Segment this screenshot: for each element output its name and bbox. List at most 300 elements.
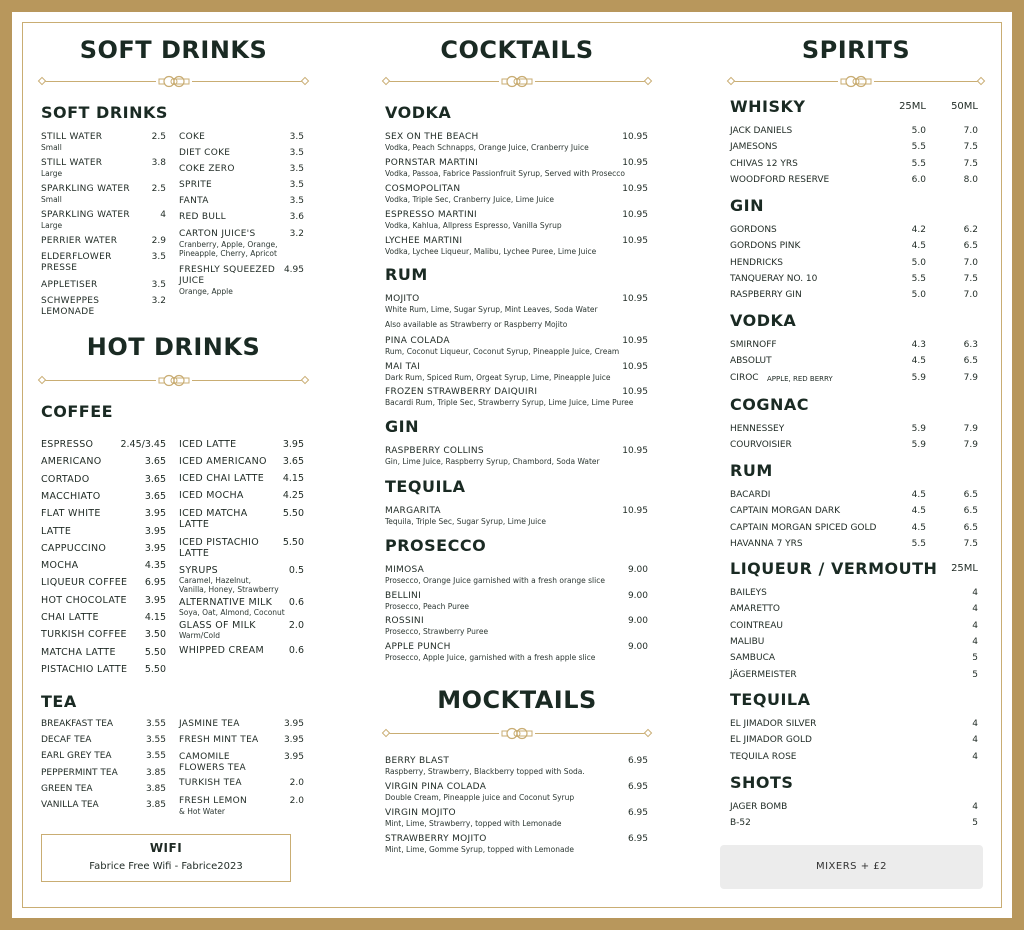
coffee-item-price: 3.65 — [144, 456, 166, 468]
spirit-item-name: COURVOISIER — [730, 440, 792, 451]
item-description: Small — [41, 195, 62, 204]
item-name: MAI TAI — [385, 362, 421, 372]
liqueur-item-name: MALIBU — [730, 636, 765, 647]
spirit-price-25ml: 5.5 — [911, 142, 926, 153]
coffee-item-name: MOCHA — [41, 560, 79, 572]
item-price: 2.9 — [151, 236, 166, 246]
spirits-divider — [730, 75, 982, 89]
liqueur-item-price: 4 — [972, 636, 978, 647]
coffee-item-name: CHAI LATTE — [41, 612, 99, 623]
item-name: RASPBERRY COLLINS — [385, 446, 484, 456]
item-name: FROZEN STRAWBERRY DAIQUIRI — [385, 387, 538, 397]
item-description: Prosecco, Peach Puree — [385, 602, 470, 611]
item-price: 3.5 — [289, 180, 304, 190]
spirit-item-name: GORDONS PINK — [730, 241, 801, 252]
soft-drinks-section-title: SOFT DRINKS — [41, 103, 168, 122]
item-price: 10.95 — [622, 387, 648, 397]
coffee-item-price: 5.50 — [282, 537, 304, 548]
coffee-item-name: HOT CHOCOLATE — [41, 594, 127, 606]
tequila-item-price: 4 — [972, 735, 978, 746]
mocktail-item — [385, 808, 625, 828]
cocktail-item — [385, 565, 625, 585]
shots-item-name: JAGER BOMB — [730, 802, 788, 812]
item-name: SCHWEPPES LEMONADE — [41, 296, 100, 317]
item-price: 3.5 — [151, 252, 166, 262]
spirit-item-name: JAMESONS — [730, 142, 778, 153]
spirit-section-title: VODKA — [730, 311, 797, 330]
item-description: Orange, Apple — [179, 287, 233, 296]
item-name: VIRGIN PINA COLADA — [385, 782, 487, 792]
item-name: ICED PISTACHIO LATTE — [179, 537, 259, 559]
coffee-item-price: 0.6 — [288, 597, 304, 608]
tea-item-price: 3.55 — [145, 719, 166, 729]
item-name: SEX ON THE BEACH — [385, 132, 479, 142]
cocktail-item — [385, 387, 634, 407]
spirit-price-25ml: 4.5 — [911, 506, 926, 517]
item-description: Large — [41, 221, 63, 230]
spirit-price-50ml: 7.5 — [963, 273, 978, 284]
spirits-heading: SPIRITS — [801, 36, 911, 64]
cocktail-section-title: TEQUILA — [385, 477, 466, 496]
tea-item-price: 3.85 — [145, 783, 166, 794]
cocktail-section-title: VODKA — [385, 103, 452, 122]
item-price: 10.95 — [622, 506, 648, 516]
item-name: DIET COKE — [179, 148, 231, 158]
item-price: 10.95 — [622, 210, 648, 220]
spirit-price-25ml: 5.0 — [911, 290, 926, 301]
tequila-item-name: EL JIMADOR GOLD — [730, 735, 812, 746]
item-name: BERRY BLAST — [385, 756, 450, 766]
item-name: CARTON JUICE'S — [179, 229, 256, 239]
spirits-col-50ml: 50ML — [951, 101, 978, 112]
spirit-item-name: HAVANNA 7 YRS — [730, 538, 803, 549]
coffee-item-name: LATTE — [41, 525, 72, 537]
tea-item-name: EARL GREY TEA — [41, 751, 112, 762]
hot-drinks-divider — [41, 374, 306, 388]
item-name: SPARKLING WATER — [41, 210, 130, 220]
item-price: 10.95 — [622, 158, 648, 168]
cocktail-item — [385, 184, 625, 204]
item-name: RED BULL — [179, 212, 226, 222]
cocktail-item — [385, 158, 625, 178]
divider-line-left — [730, 81, 838, 82]
item-name: PERRIER WATER — [41, 236, 118, 246]
item-description: Large — [41, 169, 63, 178]
item-price: 3.95 — [283, 719, 304, 729]
spirit-price-25ml: 5.9 — [911, 440, 926, 451]
liqueur-item-name: JÄGERMEISTER — [730, 669, 797, 680]
item-name: ESPRESSO MARTINI — [385, 210, 477, 220]
tequila-item-price: 4 — [972, 751, 978, 762]
item-name: STILL WATER — [41, 132, 103, 142]
spirit-item-name: BACARDI — [730, 490, 771, 500]
item-description: Vodka, Passoa, Fabrice Passionfruit Syrup, Served with Prosecco — [385, 169, 625, 178]
shots-section-title: SHOTS — [730, 773, 794, 792]
cocktails-divider — [385, 75, 649, 89]
item-name: APPLE PUNCH — [385, 642, 451, 652]
item-description: Rum, Coconut Liqueur, Coconut Syrup, Pineapple Juice, Cream — [385, 347, 620, 356]
item-price: 3.5 — [289, 132, 304, 142]
liqueur-item-name: SAMBUCA — [730, 653, 776, 664]
divider-line-left — [41, 380, 156, 381]
coffee-item-price: 5.50 — [144, 646, 166, 658]
item-description: Cranberry, Apple, Orange, Pineapple, Cherry, Apricot — [179, 240, 278, 258]
spirit-price-50ml: 7.5 — [963, 158, 978, 169]
spirit-price-50ml: 6.5 — [963, 356, 978, 367]
spirits-col-25ml: 25ML — [899, 101, 926, 112]
item-price: 9.00 — [627, 616, 648, 626]
spirit-price-50ml: 6.5 — [963, 522, 978, 533]
spirit-price-25ml: 5.0 — [911, 257, 926, 268]
item-name: PORNSTAR MARTINI — [385, 158, 479, 168]
wifi-title: WIFI — [149, 841, 183, 855]
spirit-price-25ml: 4.5 — [911, 241, 926, 252]
cocktail-item — [385, 591, 625, 611]
cocktails-heading: COCKTAILS — [440, 36, 594, 64]
coffee-item-price: 3.95 — [144, 525, 166, 537]
mocktail-item — [385, 782, 625, 802]
item-price: 10.95 — [622, 184, 648, 194]
item-name: ICED AMERICANO — [179, 456, 267, 467]
tequila-item-name: EL JIMADOR SILVER — [730, 719, 817, 729]
spirit-price-50ml: 6.5 — [963, 241, 978, 252]
item-price: 3.5 — [151, 280, 166, 290]
item-price: 6.95 — [627, 782, 648, 792]
item-description: Tequila, Triple Sec, Sugar Syrup, Lime Juice — [385, 517, 546, 526]
item-name: MARGARITA — [385, 506, 441, 516]
spirit-price-25ml: 4.2 — [911, 225, 926, 235]
spirit-item-name: RASPBERRY GIN — [730, 290, 802, 301]
coffee-item-name: TURKISH COFFEE — [41, 629, 127, 641]
item-price: 4.95 — [283, 265, 304, 275]
item-description: Mint, Lime, Gomme Syrup, topped with Lemonade — [385, 845, 574, 854]
item-price: 6.95 — [627, 808, 648, 818]
divider-line-right — [192, 380, 307, 381]
coffee-item-price: 3.95 — [282, 439, 304, 450]
cocktail-item — [385, 236, 625, 256]
coffee-item-price: 5.50 — [144, 663, 166, 675]
ornament-icon — [158, 374, 190, 387]
item-price: 6.95 — [627, 756, 648, 766]
spirit-price-50ml: 7.5 — [963, 538, 978, 549]
item-name: STILL WATER — [41, 158, 103, 168]
coffee-item-price: 6.95 — [144, 577, 166, 589]
item-price: 10.95 — [622, 336, 648, 346]
spirit-price-25ml: 5.5 — [911, 538, 926, 549]
shots-item-price: 4 — [972, 802, 978, 812]
coffee-item-price: 4.25 — [282, 490, 304, 501]
tea-item-name: BREAKFAST TEA — [41, 719, 114, 729]
spirit-item-name: JACK DANIELS — [730, 126, 793, 136]
spirit-item-name: CAPTAIN MORGAN DARK — [730, 506, 840, 517]
item-description: Vodka, Lychee Liqueur, Malibu, Lychee Puree, Lime Juice — [385, 247, 597, 256]
shots-item-name: B-52 — [730, 818, 751, 829]
item-price: 9.00 — [627, 642, 648, 652]
item-description: Gin, Lime Juice, Raspberry Syrup, Chambord, Soda Water — [385, 457, 600, 466]
item-price: 3.6 — [289, 212, 304, 222]
ornament-icon — [501, 727, 533, 740]
cocktail-item — [385, 446, 625, 466]
tequila-section-title: TEQUILA — [730, 690, 811, 709]
item-description: Also available as Strawberry or Raspberry Mojito — [385, 320, 568, 329]
soft-drinks-heading: SOFT DRINKS — [79, 36, 268, 64]
spirit-item-name: CAPTAIN MORGAN SPICED GOLD — [730, 522, 877, 533]
tea-section-title: TEA — [41, 692, 77, 711]
coffee-item-price: 2.45/3.45 — [120, 439, 166, 450]
divider-line-left — [385, 733, 499, 734]
divider-line-left — [385, 81, 499, 82]
item-name: ICED CHAI LATTE — [179, 473, 265, 484]
item-name: ROSSINI — [385, 616, 424, 626]
item-name: ALTERNATIVE MILK — [179, 597, 273, 608]
tea-item-price: 3.55 — [145, 751, 166, 762]
item-price: 3.5 — [289, 148, 304, 158]
coffee-item-name: CORTADO — [41, 473, 90, 485]
item-name: ICED LATTE — [179, 439, 237, 450]
wifi-value: Fabrice Free Wifi - Fabrice2023 — [89, 861, 243, 872]
spirit-item-name: ABSOLUT — [730, 356, 772, 367]
coffee-item-price: 2.0 — [288, 620, 304, 631]
spirit-item-name: TANQUERAY NO. 10 — [730, 273, 818, 284]
spirit-price-50ml: 6.5 — [963, 506, 978, 517]
divider-line-right — [192, 81, 307, 82]
coffee-item-price: 3.65 — [144, 490, 166, 502]
coffee-item-price: 0.5 — [288, 565, 304, 576]
ornament-icon — [501, 75, 533, 88]
item-name: WHIPPED CREAM — [179, 645, 264, 656]
item-description: & Hot Water — [179, 807, 225, 816]
item-price: 4 — [160, 210, 166, 220]
spirit-section-title: COGNAC — [730, 395, 809, 414]
spirit-price-25ml: 5.0 — [911, 126, 926, 136]
cocktail-section-title: PROSECCO — [385, 536, 487, 555]
divider-line-right — [535, 733, 649, 734]
item-name: COKE ZERO — [179, 164, 235, 174]
item-name: GLASS OF MILK — [179, 620, 256, 631]
item-price: 3.95 — [283, 735, 304, 745]
shots-item-price: 5 — [972, 818, 978, 829]
item-name: COKE — [179, 132, 206, 142]
item-description: Warm/Cold — [179, 631, 220, 640]
item-name: JASMINE TEA — [179, 719, 240, 729]
item-description: Caramel, Hazelnut, Vanilla, Honey, Strawberry — [179, 576, 279, 594]
spirit-price-25ml: 4.3 — [911, 340, 926, 350]
coffee-item-price: 5.50 — [282, 508, 304, 519]
divider-line-right — [535, 81, 649, 82]
tequila-item-name: TEQUILA ROSE — [730, 751, 797, 762]
spirit-price-25ml: 5.9 — [911, 372, 926, 383]
spirit-price-25ml: 4.5 — [911, 356, 926, 367]
item-name: ELDERFLOWER PRESSE — [41, 252, 112, 273]
item-description: Vodka, Kahlua, Allpress Espresso, Vanilla Syrup — [385, 221, 562, 230]
tea-item-name: VANILLA TEA — [41, 800, 99, 810]
item-name: VIRGIN MOJITO — [385, 808, 456, 818]
item-name: MOJITO — [385, 294, 420, 304]
item-price: 3.8 — [151, 158, 166, 168]
item-price: 10.95 — [622, 294, 648, 304]
spirit-item-name: SMIRNOFF — [730, 340, 777, 350]
item-price: 2.0 — [289, 778, 304, 788]
item-description: Prosecco, Apple Juice, garnished with a fresh apple slice — [385, 653, 596, 662]
spirit-price-25ml: 5.9 — [911, 424, 926, 434]
coffee-item-price: 0.6 — [288, 645, 304, 656]
spirit-price-50ml: 7.9 — [963, 440, 978, 451]
divider-line-right — [874, 81, 982, 82]
cocktail-item — [385, 294, 625, 314]
coffee-item-price: 3.95 — [144, 594, 166, 606]
spirit-item-name: CIROC — [730, 372, 759, 383]
cocktail-item — [385, 362, 625, 382]
tea-item-name: GREEN TEA — [41, 783, 93, 794]
item-name: CAMOMILE FLOWERS TEA — [179, 752, 247, 773]
item-price: 10.95 — [622, 362, 648, 372]
item-name: PINA COLADA — [385, 336, 450, 346]
item-name: TURKISH TEA — [179, 778, 242, 788]
ornament-icon — [840, 75, 872, 88]
item-description: Prosecco, Orange Juice garnished with a fresh orange slice — [385, 576, 605, 585]
liqueur-item-price: 4 — [972, 588, 978, 598]
ornament-icon — [158, 75, 190, 88]
item-description: Double Cream, Pineapple juice and Coconut Syrup — [385, 793, 575, 802]
spirit-price-50ml: 6.3 — [963, 340, 978, 350]
spirit-price-25ml: 5.5 — [911, 273, 926, 284]
item-description: Bacardi Rum, Triple Sec, Strawberry Syrup, Lime Juice, Lime Puree — [385, 398, 634, 407]
item-description: Prosecco, Strawberry Puree — [385, 627, 489, 636]
spirit-price-50ml: 6.2 — [963, 225, 978, 235]
item-description: Vodka, Peach Schnapps, Orange Juice, Cranberry Juice — [385, 143, 589, 152]
spirit-price-50ml: 7.0 — [963, 126, 978, 136]
cocktail-section-title: RUM — [385, 265, 428, 284]
item-price: 3.5 — [289, 164, 304, 174]
cocktail-item — [385, 616, 625, 636]
coffee-item-name: FLAT WHITE — [41, 508, 101, 520]
coffee-item-name: AMERICANO — [41, 456, 102, 468]
spirit-price-25ml: 4.5 — [911, 490, 926, 500]
item-name: BELLINI — [385, 591, 422, 601]
spirit-price-50ml: 6.5 — [963, 490, 978, 500]
item-name: FRESHLY SQUEEZED JUICE — [179, 265, 276, 286]
item-price: 2.5 — [151, 132, 166, 142]
cocktail-item — [385, 132, 625, 152]
tea-item-name: PEPPERMINT TEA — [41, 767, 118, 778]
spirit-section-title: GIN — [730, 196, 764, 215]
liqueur-item-name: AMARETTO — [730, 604, 780, 615]
item-name: COSMOPOLITAN — [385, 184, 461, 194]
soft-drinks-divider — [41, 75, 306, 89]
item-price: 10.95 — [622, 236, 648, 246]
item-price: 2.5 — [151, 184, 166, 194]
cocktail-item — [385, 642, 625, 662]
item-name: MIMOSA — [385, 565, 425, 575]
coffee-item-price: 4.15 — [144, 612, 166, 623]
mocktail-item — [385, 756, 625, 776]
item-description: White Rum, Lime, Sugar Syrup, Mint Leaves, Soda Water — [385, 305, 598, 314]
coffee-item-name: CAPPUCCINO — [41, 542, 107, 554]
cocktail-item — [385, 506, 625, 526]
spirit-price-50ml: 8.0 — [963, 174, 978, 185]
coffee-item-price: 3.50 — [144, 629, 166, 641]
spirit-item-name: WOODFORD RESERVE — [730, 174, 830, 185]
spirit-section-title: WHISKY — [730, 97, 806, 116]
cocktail-item — [385, 320, 625, 329]
item-name: FANTA — [179, 196, 209, 206]
coffee-item-price: 3.95 — [144, 508, 166, 520]
item-name: SPRITE — [179, 180, 213, 190]
item-description: Raspberry, Strawberry, Blackberry topped with Soda. — [385, 767, 585, 776]
item-price: 3.2 — [151, 296, 166, 306]
item-name: FRESH LEMON — [179, 796, 248, 806]
coffee-item-name: PISTACHIO LATTE — [41, 663, 128, 675]
item-description: Soya, Oat, Almond, Coconut — [179, 608, 285, 617]
spirit-item-note: APPLE, RED BERRY — [767, 374, 833, 383]
cocktail-item — [385, 210, 625, 230]
cocktail-item — [385, 336, 625, 356]
tea-item-price: 3.85 — [145, 800, 166, 810]
spirit-price-50ml: 7.9 — [963, 424, 978, 434]
item-price: 6.95 — [627, 834, 648, 844]
tea-item-price: 3.55 — [145, 735, 166, 746]
item-price: 3.5 — [289, 196, 304, 206]
item-price: 2.0 — [289, 796, 304, 806]
item-description: Mint, Lime, Strawberry, topped with Lemonade — [385, 819, 562, 828]
spirit-price-50ml: 7.0 — [963, 257, 978, 268]
item-description: Small — [41, 143, 62, 152]
coffee-item-price: 3.95 — [144, 542, 166, 554]
coffee-item-price: 4.15 — [282, 473, 304, 484]
spirit-item-name: HENNESSEY — [730, 424, 785, 434]
spirit-price-50ml: 7.0 — [963, 290, 978, 301]
coffee-section-title: COFFEE — [41, 402, 114, 421]
item-name: ICED MATCHA LATTE — [179, 508, 248, 530]
spirit-price-50ml: 7.9 — [963, 372, 978, 383]
coffee-item-name: MACCHIATO — [41, 490, 101, 502]
hot-drinks-heading: HOT DRINKS — [86, 333, 261, 361]
item-price: 9.00 — [627, 565, 648, 575]
coffee-item-price: 3.65 — [282, 456, 304, 467]
mocktail-item — [385, 834, 625, 854]
cocktail-section-title: GIN — [385, 417, 419, 436]
item-description: Dark Rum, Spiced Rum, Orgeat Syrup, Lime, Pineapple Juice — [385, 373, 611, 382]
item-price: 10.95 — [622, 446, 648, 456]
liqueur-col-25ml: 25ML — [951, 563, 978, 574]
liqueur-section-title: LIQUEUR / VERMOUTH — [730, 559, 938, 578]
tequila-item-price: 4 — [972, 719, 978, 729]
tea-item-name: DECAF TEA — [41, 735, 92, 746]
spirit-price-25ml: 4.5 — [911, 522, 926, 533]
liqueur-item-price: 4 — [972, 604, 978, 615]
spirit-item-name: HENDRICKS — [730, 257, 783, 268]
spirit-item-name: GORDONS — [730, 225, 777, 235]
item-name: ICED MOCHA — [179, 490, 244, 501]
item-name: FRESH MINT TEA — [179, 735, 259, 745]
divider-line-left — [41, 81, 156, 82]
wifi-box — [41, 834, 291, 882]
item-name: LYCHEE MARTINI — [385, 236, 463, 246]
item-price: 3.95 — [283, 752, 304, 762]
coffee-item-price: 3.65 — [144, 473, 166, 485]
item-name: SYRUPS — [179, 565, 218, 576]
spirit-item-name: CHIVAS 12 YRS — [730, 158, 798, 169]
spirit-price-25ml: 5.5 — [911, 158, 926, 169]
spirit-price-25ml: 6.0 — [911, 174, 926, 185]
item-name: STRAWBERRY MOJITO — [385, 834, 487, 844]
item-price: 3.2 — [289, 229, 304, 239]
item-description: Vodka, Triple Sec, Cranberry Juice, Lime Juice — [385, 195, 555, 204]
liqueur-item-name: COINTREAU — [730, 620, 783, 631]
item-name: APPLETISER — [41, 280, 98, 290]
mocktails-divider — [385, 727, 649, 741]
item-name: SPARKLING WATER — [41, 184, 130, 194]
